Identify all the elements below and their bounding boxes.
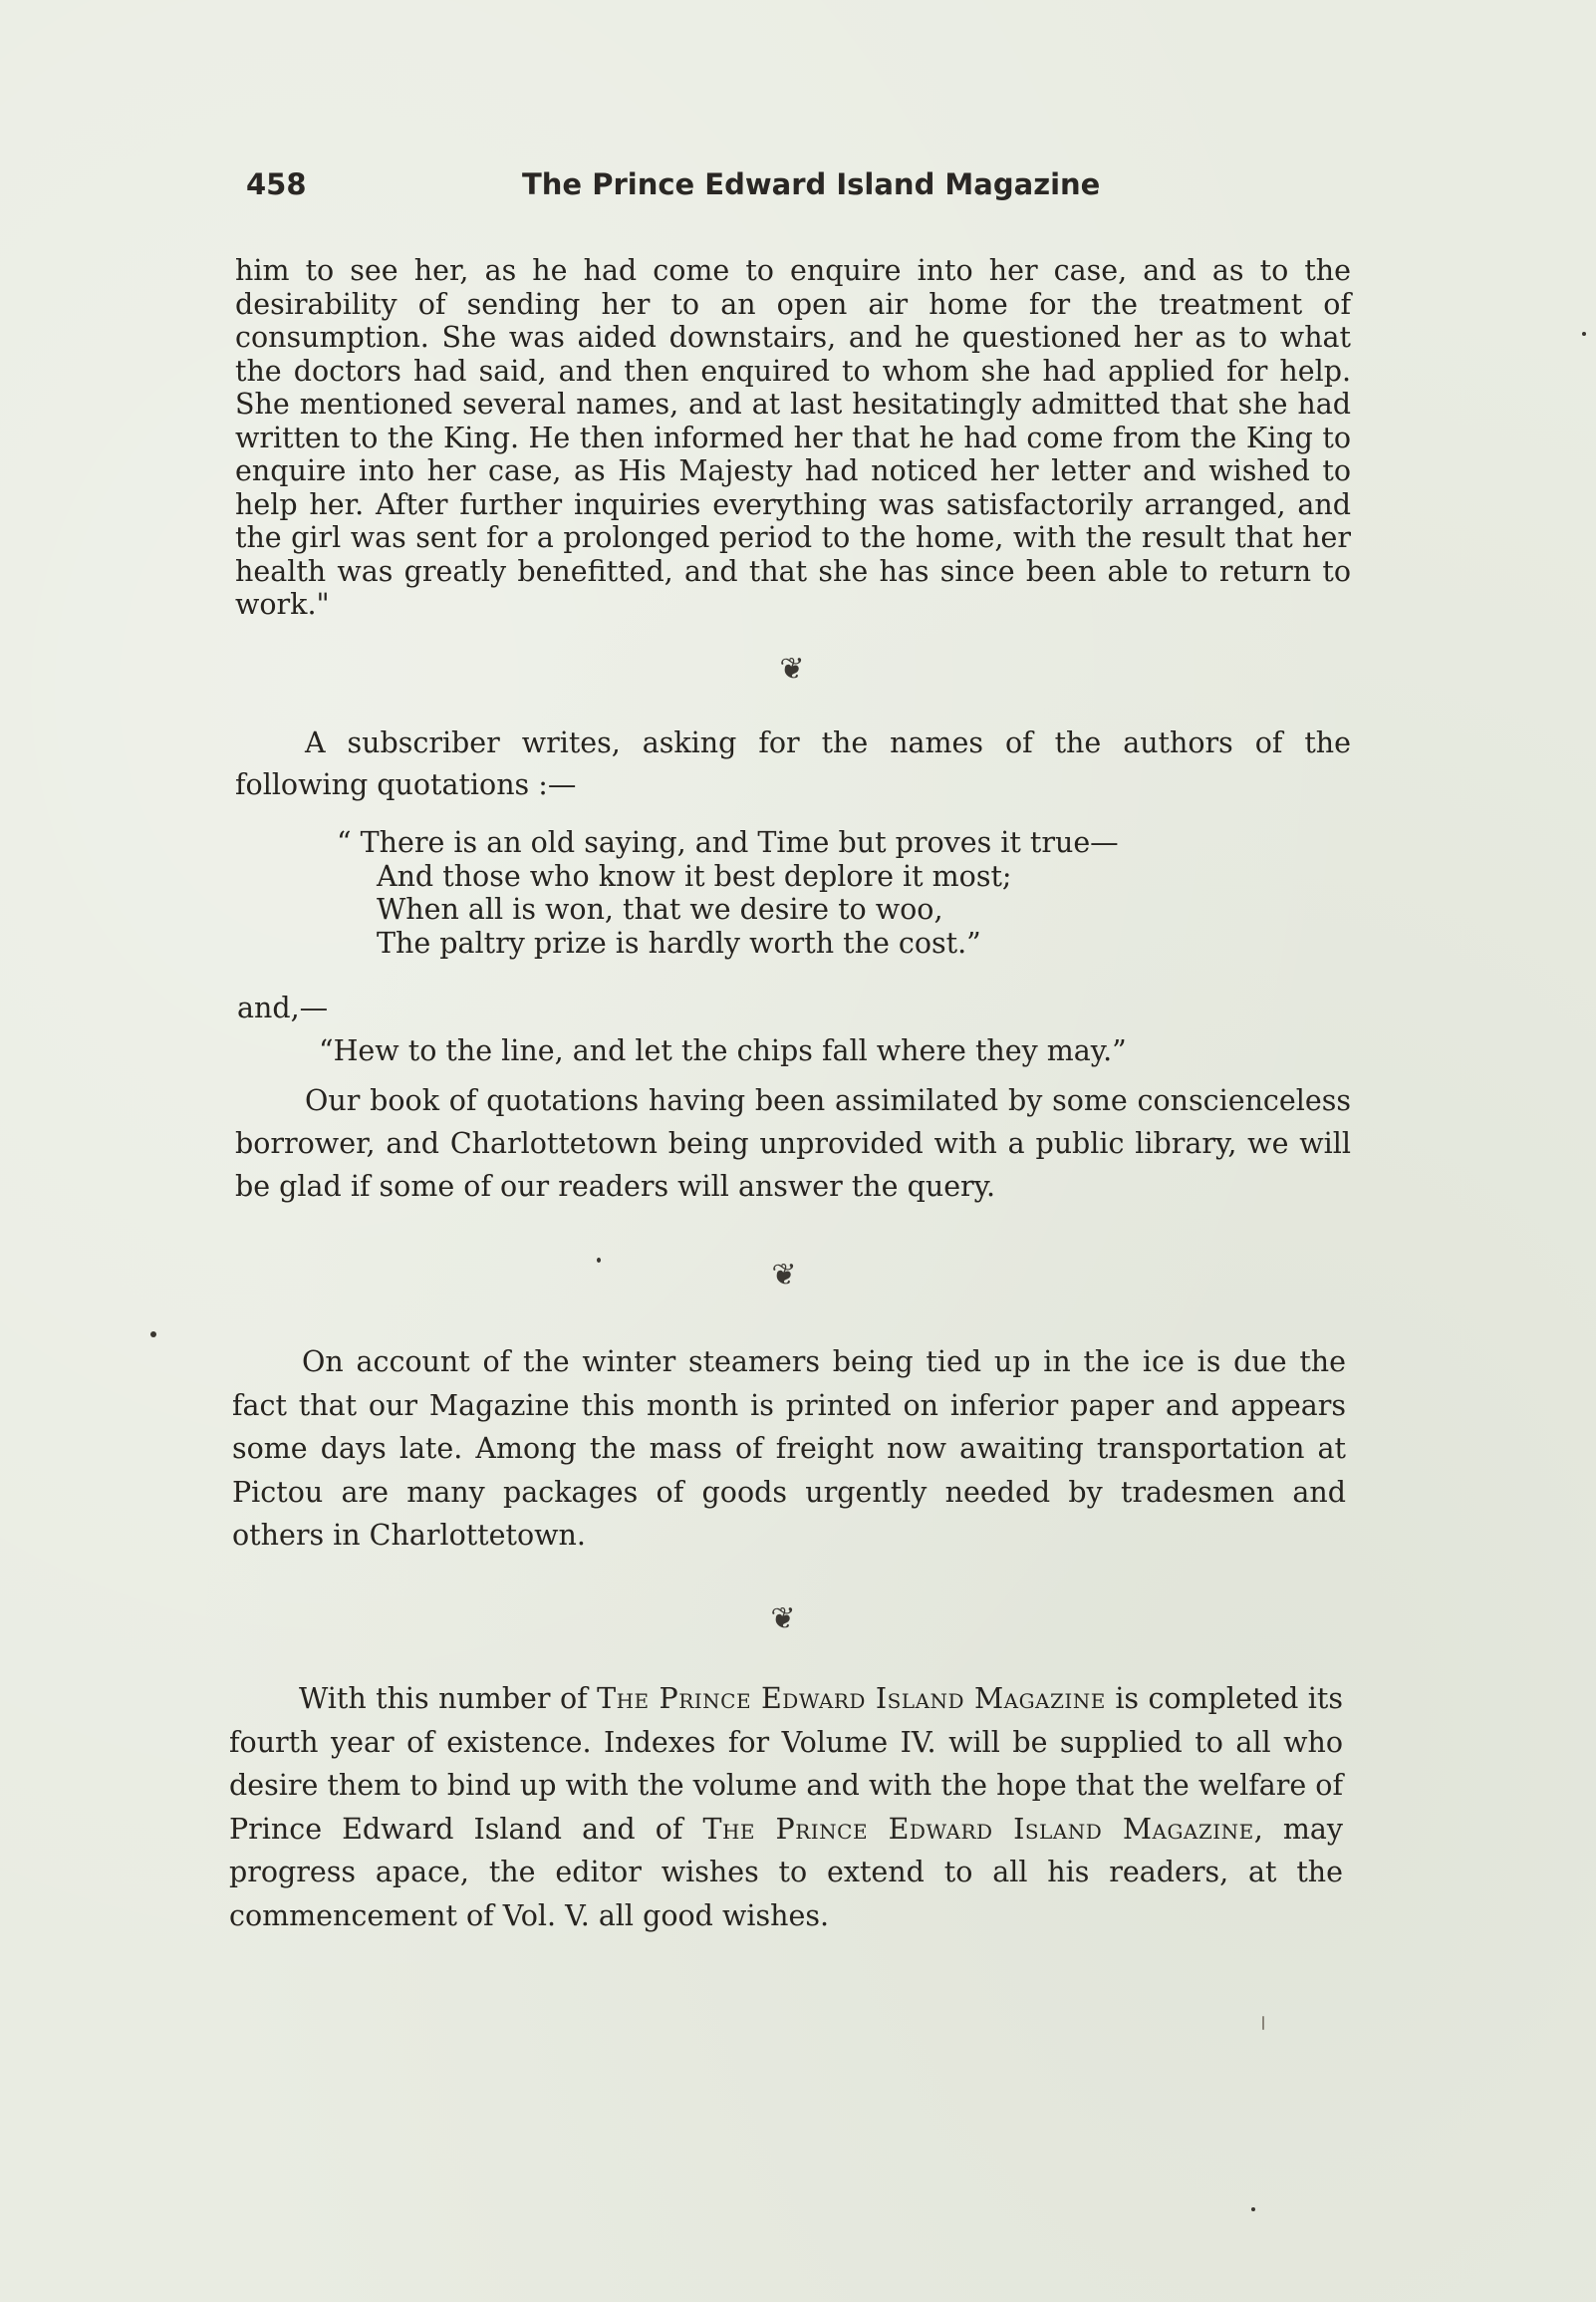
page-header (246, 167, 1359, 207)
and-label: and,— (237, 992, 329, 1024)
paragraph-query: Our book of quotations having been assimilated by some conscienceless borrower, and Charlottetown being unprovided with a public library, we will be glad if some of our readers will answer the query. (235, 1084, 1351, 1203)
paper-speck (1262, 2016, 1264, 2030)
paper-speck (597, 1258, 601, 1263)
paper-speck (1582, 332, 1586, 336)
volume-text-part: is completed its fourth year of existence. Indexes for Volume IV. will be supplied to all who desire them to bind up with the volume and with the hope that the welfare of Prince Edward Island and of (229, 1682, 1343, 1846)
floral-ornament-icon: ❦ (779, 652, 805, 687)
paragraph-subscriber-request: A subscriber writes, asking for the names of the authors of the following quotations :— (235, 726, 1351, 801)
verse-line: “ There is an old saying, and Time but proves it true— (337, 826, 1119, 859)
paper-speck (1251, 2207, 1255, 2211)
volume-text-part: With this number of (299, 1682, 598, 1715)
volume-text-part: , may progress apace, the editor wishes to extend to all his readers, at the commencement of Vol. V. all good wishes. (229, 1812, 1343, 1932)
verse-line: When all is won, that we desire to woo, (377, 893, 943, 926)
quotation-verse (337, 826, 1119, 960)
paragraph-volume-completion (229, 1677, 1343, 1937)
page-number: 458 (246, 167, 307, 201)
running-title: The Prince Edward Island Magazine (522, 167, 1101, 201)
paragraph-steamers-notice: On account of the winter steamers being tied up in the ice is due the fact that our Magazine this month is printed on inferior paper and appears some days late. Among the mass of freight now awaiting transportation at Pictou are many packages of goods urgently needed by tradesmen and others in Charlottetown. (232, 1345, 1346, 1552)
floral-ornament-icon: ❦ (770, 1601, 796, 1636)
magazine-name: The Prince Edward Island Magazine (597, 1682, 1106, 1715)
paper-speck (150, 1331, 156, 1337)
verse-line: The paltry prize is hardly worth the cost.” (377, 926, 981, 960)
magazine-name: The Prince Edward Island Magazine (702, 1812, 1254, 1846)
second-quotation: “Hew to the line, and let the chips fall where they may.” (319, 1034, 1127, 1067)
paragraph-continued-story: him to see her, as he had come to enquire into her case, and as to the desirability of sending her to an open air home for the treatment of consumption. She was aided downstairs, and he questioned her as to what the doctors had said, and then enquired to whom she had applied for help. She mentioned several names, and at last hesitatingly admitted that she had written to the King. He then informed her that he had come from the King to enquire into her case, as His Majesty had noticed her letter and wished to help her. After further inquiries everything was satisfactorily arranged, and the girl was sent for a prolonged period to the home, with the result that her health was greatly benefitted, and that she has since been able to return to work." (235, 254, 1351, 621)
verse-line: And those who know it best deplore it most; (377, 859, 1012, 893)
floral-ornament-icon: ❦ (771, 1258, 797, 1293)
